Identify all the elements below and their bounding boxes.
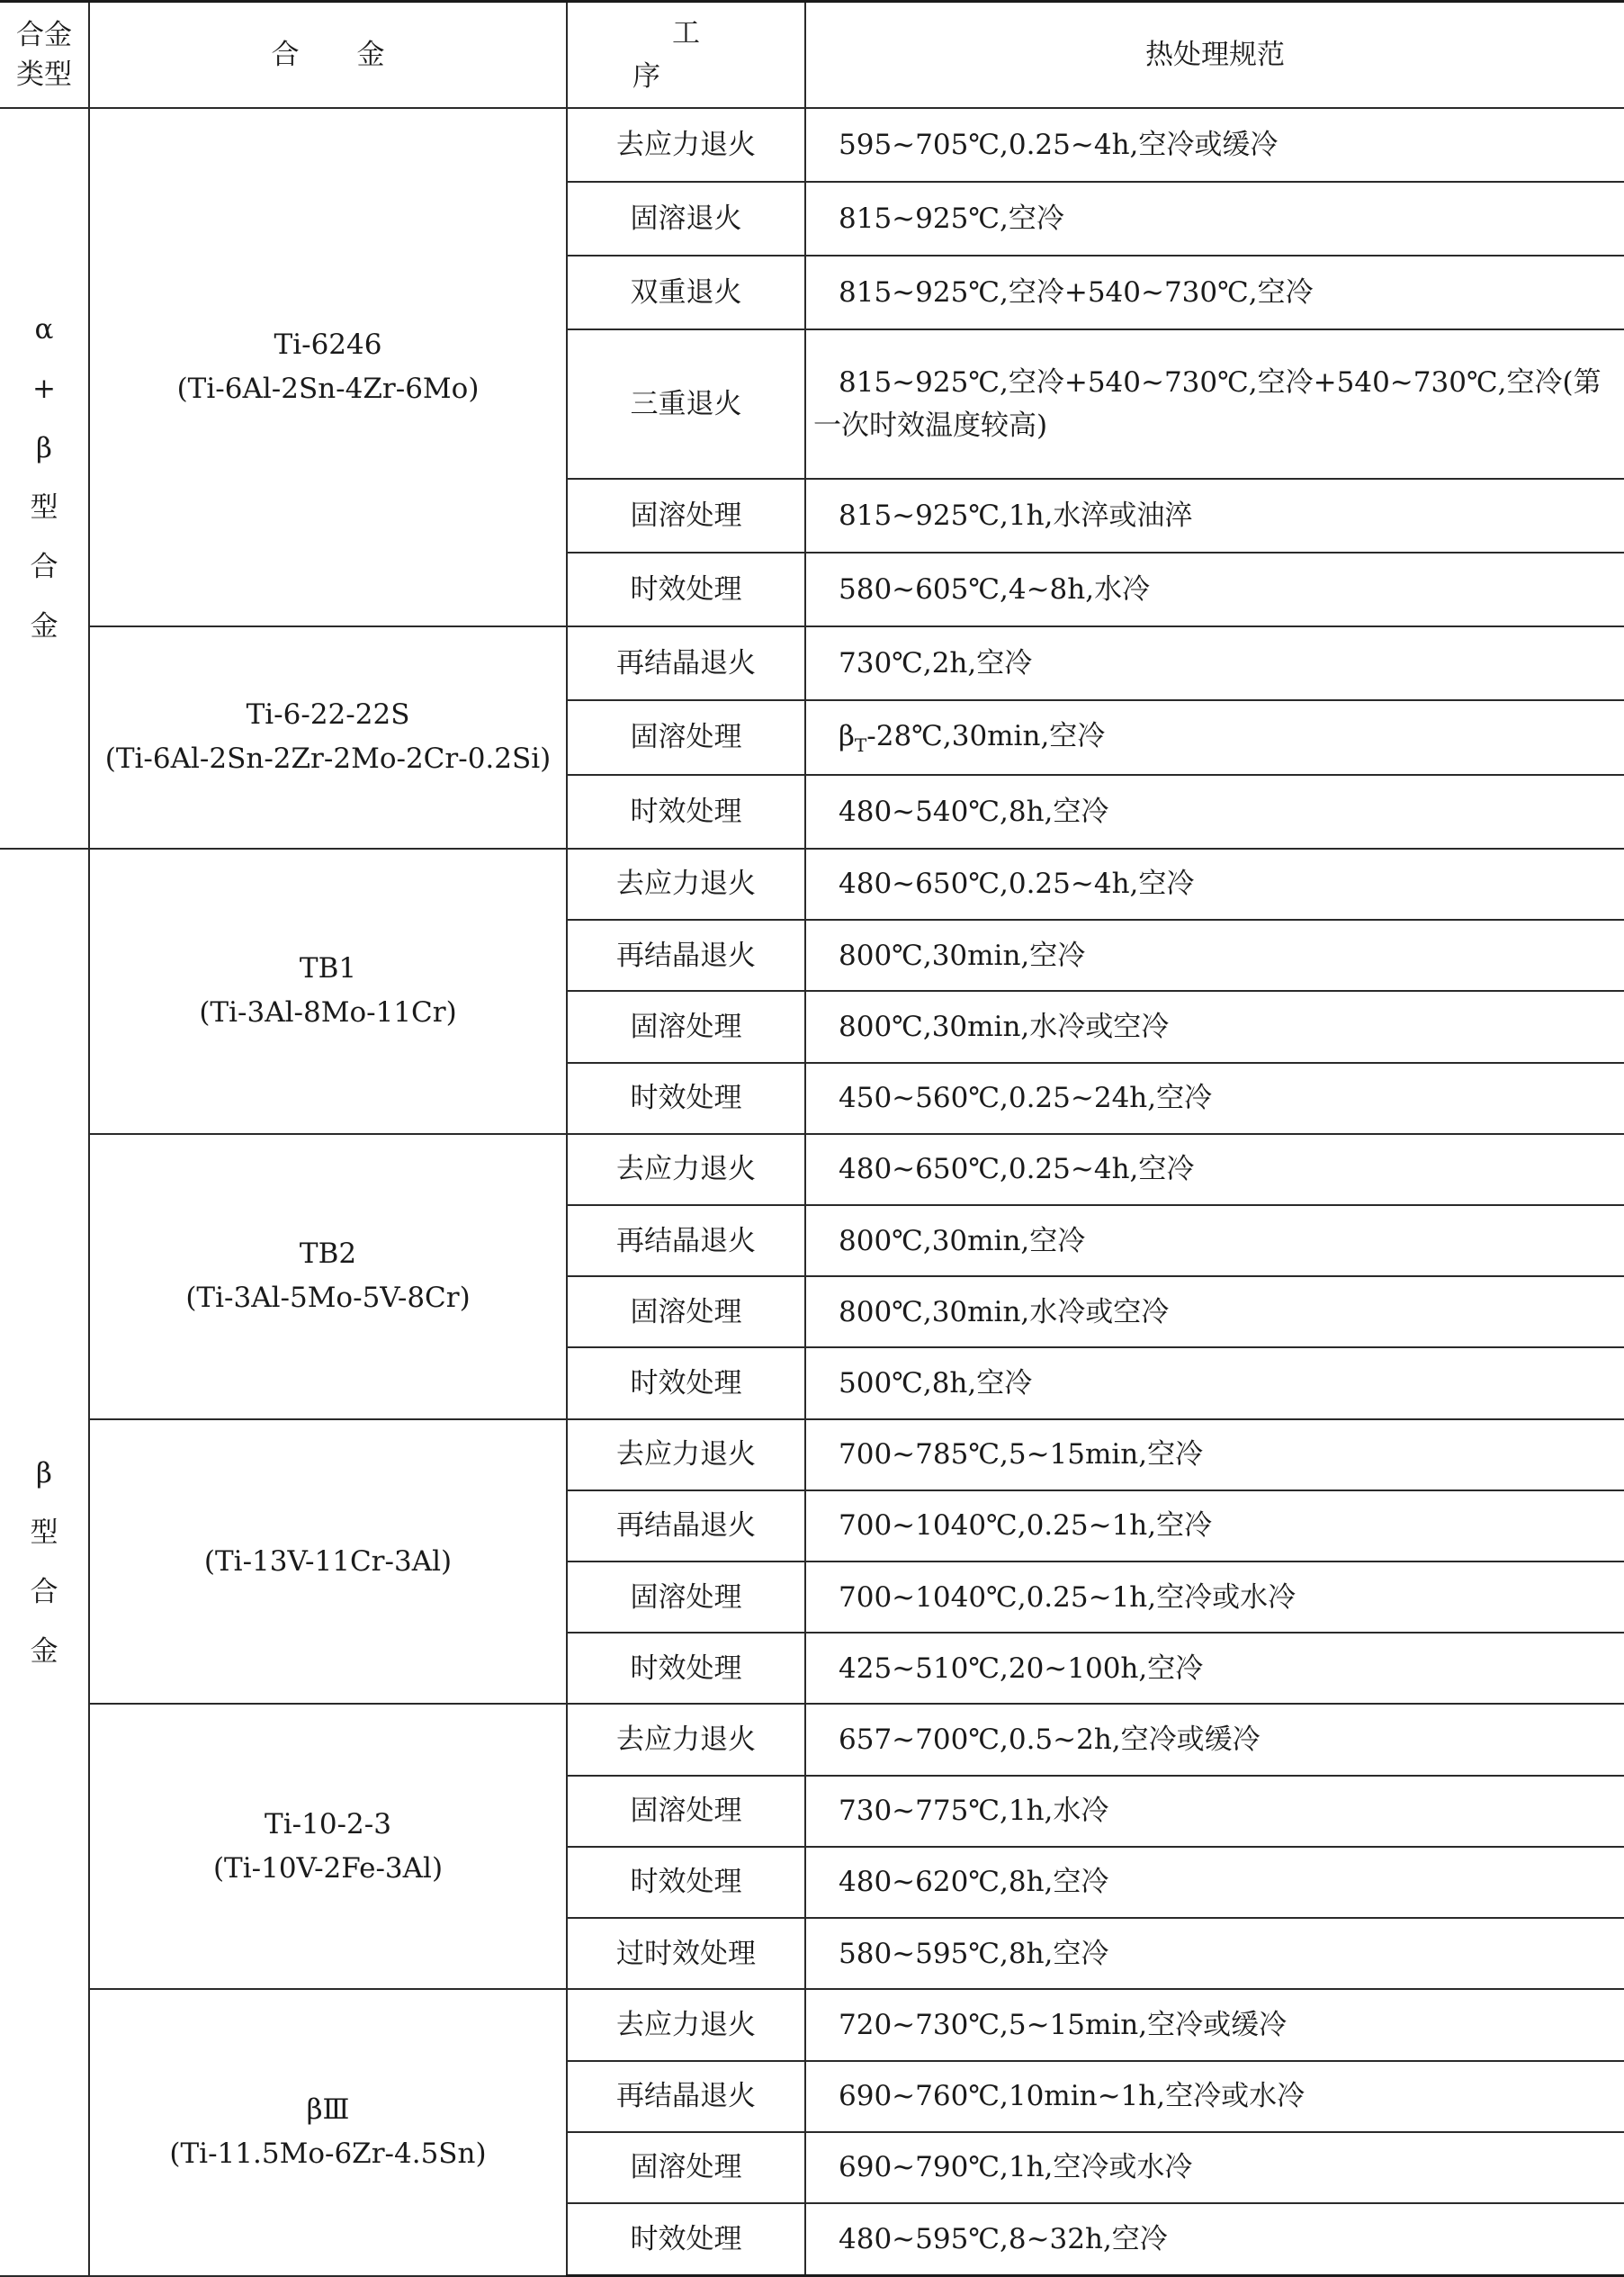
table-row: [0, 1704, 1624, 1775]
process-cell: 去应力退火: [567, 1704, 805, 1775]
spec-cell: 815~925℃,空冷+540~730℃,空冷: [805, 256, 1624, 329]
spec-cell: 690~760℃,10min~1h,空冷或水冷: [805, 2061, 1624, 2132]
process-cell: 三重退火: [567, 329, 805, 478]
process-cell: 再结晶退火: [567, 2061, 805, 2132]
alloy-type-beta: β 型 合 金: [0, 849, 89, 2276]
alloy-name-cell: TB2 (Ti-3Al-5Mo-5V-8Cr): [89, 1134, 567, 1419]
process-cell: 固溶退火: [567, 182, 805, 256]
spec-cell: 500℃,8h,空冷: [805, 1347, 1624, 1418]
table-row: [0, 626, 1624, 700]
process-cell: 时效处理: [567, 1347, 805, 1418]
alloy-name-cell: Ti-6-22-22S (Ti-6Al-2Sn-2Zr-2Mo-2Cr-0.2Si): [89, 626, 567, 849]
header-alloy-type: 合金 类型: [0, 2, 89, 108]
spec-cell: 815~925℃,空冷: [805, 182, 1624, 256]
spec-cell: 425~510℃,20~100h,空冷: [805, 1633, 1624, 1704]
alloy-name-cell: (Ti-13V-11Cr-3Al): [89, 1419, 567, 1705]
alloy-type-alpha-beta: α + β 型 合 金: [0, 108, 89, 849]
process-cell: 固溶处理: [567, 1776, 805, 1847]
process-cell: 过时效处理: [567, 1918, 805, 1989]
header-process: 工序: [567, 2, 805, 108]
process-cell: 时效处理: [567, 1063, 805, 1134]
process-cell: 固溶处理: [567, 479, 805, 553]
alloy-name-cell: βⅢ (Ti-11.5Mo-6Zr-4.5Sn): [89, 1989, 567, 2275]
header-row: [0, 2, 1624, 108]
spec-cell: 815~925℃,空冷+540~730℃,空冷+540~730℃,空冷(第一次时效温度较高): [805, 329, 1624, 478]
header-alloy: 合金: [89, 2, 567, 108]
process-cell: 去应力退火: [567, 849, 805, 920]
process-cell: 固溶处理: [567, 1562, 805, 1633]
spec-cell: 657~700℃,0.5~2h,空冷或缓冷: [805, 1704, 1624, 1775]
spec-cell: 730~775℃,1h,水冷: [805, 1776, 1624, 1847]
process-cell: 去应力退火: [567, 108, 805, 182]
spec-cell: $\beta_T-28℃,30\min$,空冷: [805, 700, 1624, 774]
table-row: [0, 108, 1624, 182]
table-row: [0, 1134, 1624, 1205]
spec-cell: 700~785℃,5~15min,空冷: [805, 1419, 1624, 1490]
process-cell: 再结晶退火: [567, 920, 805, 991]
process-cell: 去应力退火: [567, 1134, 805, 1205]
process-cell: 时效处理: [567, 775, 805, 849]
spec-cell: 480~540℃,8h,空冷: [805, 775, 1624, 849]
process-cell: 固溶处理: [567, 991, 805, 1062]
spec-cell: 700~1040℃,0.25~1h,空冷: [805, 1490, 1624, 1562]
spec-cell: 730℃,2h,空冷: [805, 626, 1624, 700]
table-row: [0, 849, 1624, 920]
process-cell: 时效处理: [567, 2203, 805, 2276]
spec-cell: 580~605℃,4~8h,水冷: [805, 553, 1624, 626]
process-cell: 再结晶退火: [567, 1490, 805, 1562]
spec-cell: 800℃,30min,空冷: [805, 920, 1624, 991]
spec-cell: 800℃,30min,水冷或空冷: [805, 991, 1624, 1062]
spec-cell: 450~560℃,0.25~24h,空冷: [805, 1063, 1624, 1134]
spec-cell: 690~790℃,1h,空冷或水冷: [805, 2132, 1624, 2203]
spec-cell: 595~705℃,0.25~4h,空冷或缓冷: [805, 108, 1624, 182]
process-cell: 双重退火: [567, 256, 805, 329]
spec-cell: 480~620℃,8h,空冷: [805, 1847, 1624, 1918]
header-spec: 热处理规范: [805, 2, 1624, 108]
process-cell: 时效处理: [567, 1847, 805, 1918]
process-cell: 再结晶退火: [567, 1205, 805, 1276]
spec-cell: 800℃,30min,空冷: [805, 1205, 1624, 1276]
process-cell: 固溶处理: [567, 1276, 805, 1347]
spec-cell: 480~650℃,0.25~4h,空冷: [805, 849, 1624, 920]
table-row: [0, 1989, 1624, 2060]
alloy-name-cell: Ti-10-2-3 (Ti-10V-2Fe-3Al): [89, 1704, 567, 1989]
process-cell: 去应力退火: [567, 1989, 805, 2060]
process-cell: 时效处理: [567, 553, 805, 626]
process-cell: 固溶处理: [567, 2132, 805, 2203]
alloy-name-cell: Ti-6246 (Ti-6Al-2Sn-4Zr-6Mo): [89, 108, 567, 627]
spec-cell: 580~595℃,8h,空冷: [805, 1918, 1624, 1989]
table-row: [0, 1419, 1624, 1490]
spec-cell: 800℃,30min,水冷或空冷: [805, 1276, 1624, 1347]
process-cell: 时效处理: [567, 1633, 805, 1704]
process-cell: 固溶处理: [567, 700, 805, 774]
alloy-name-cell: TB1 (Ti-3Al-8Mo-11Cr): [89, 849, 567, 1134]
spec-cell: 480~650℃,0.25~4h,空冷: [805, 1134, 1624, 1205]
process-cell: 再结晶退火: [567, 626, 805, 700]
spec-cell: 700~1040℃,0.25~1h,空冷或水冷: [805, 1562, 1624, 1633]
spec-cell: 480~595℃,8~32h,空冷: [805, 2203, 1624, 2276]
process-cell: 去应力退火: [567, 1419, 805, 1490]
spec-cell: 720~730℃,5~15min,空冷或缓冷: [805, 1989, 1624, 2060]
spec-cell: 815~925℃,1h,水淬或油淬: [805, 479, 1624, 553]
